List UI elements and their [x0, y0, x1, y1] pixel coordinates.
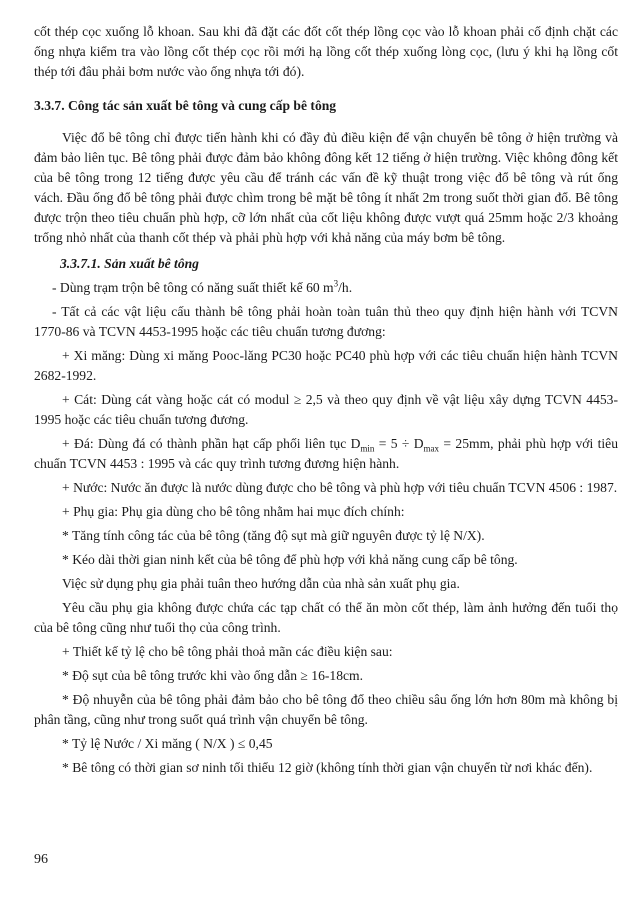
cement-item: + Xi măng: Dùng xi măng Pooc-lăng PC30 hoặc PC40 phù hợp với các tiêu chuẩn hiện hành TCVN 2682-1992. [34, 348, 618, 383]
water-cement-ratio-item: * Tỷ lệ Nước / Xi măng ( N/X ) ≤ 0,45 [62, 736, 273, 751]
workability-item: * Tăng tính công tác của bê tông (tăng độ sụt mà giữ nguyên được tỷ lệ N/X). [62, 528, 485, 543]
sand-item: + Cát: Dùng cát vàng hoặc cát có modul ≥ 2,5 và theo quy định về vật liệu xây dựng TCVN 4453-1995 hoặc các tiêu chuẩn tương đương. [34, 392, 618, 427]
stone-sub-min: min [360, 443, 375, 454]
page-number: 96 [34, 852, 48, 867]
stone-text-b: = 5 ÷ D [374, 436, 424, 451]
mix-design-item: + Thiết kế tỷ lệ cho bê tông phải thoả mãn các điều kiện sau: [62, 644, 393, 659]
subsection-heading: 3.3.7.1. Sản xuất bê tông [60, 256, 199, 271]
intro-paragraph: cốt thép cọc xuống lỗ khoan. Sau khi đã đặt các đốt cốt thép lồng cọc vào lỗ khoan phải cố định chặt các ống nhựa kiểm tra vào lồng cốt thép cọc rồi mới hạ lồng cốt thép xuống lòng cọc, (lưu ý khi hạ lồng cốt thép tới đâu phải bơm nước vào ống nhựa tới đó). [34, 24, 618, 79]
slump-item: * Độ sụt của bê tông trước khi vào ống dẫn ≥ 16-18cm. [62, 668, 364, 683]
water-item: + Nước: Nước ăn được là nước dùng được cho bê tông và phù hợp với tiêu chuẩn TCVN 4506 : 1987. [62, 480, 618, 495]
setting-time-item: * Kéo dài thời gian ninh kết của bê tông để phù hợp với khả năng cung cấp bê tông. [62, 552, 518, 567]
mixing-station-text: - Dùng trạm trộn bê tông có năng suất thiết kế 60 m [52, 280, 334, 295]
mixing-station-unit-sup: 3 [333, 278, 339, 289]
plasticity-item: * Độ nhuyễn của bê tông phải đảm bảo cho bê tông đổ theo chiều sâu ống lớn hơn 80m mà không bị phân tầng, cũng như trong suốt quá trình vận chuyển bê tông. [34, 692, 618, 727]
stone-text-a: + Đá: Dùng đá có thành phần hạt cấp phối liên tục D [62, 436, 361, 451]
additive-item: + Phụ gia: Phụ gia dùng cho bê tông nhằm hai mục đích chính: [62, 504, 405, 519]
additive-usage-paragraph: Việc sử dụng phụ gia phải tuân theo hướng dẫn của nhà sản xuất phụ gia. [62, 576, 460, 591]
stone-sub-max: max [423, 443, 440, 454]
initial-set-item: * Bê tông có thời gian sơ ninh tối thiểu 12 giờ (không tính thời gian vận chuyển từ nơi khác đến). [62, 760, 593, 775]
section-heading: 3.3.7. Công tác sản xuất bê tông và cung cấp bê tông [34, 98, 337, 113]
section-paragraph: Việc đổ bê tông chỉ được tiến hành khi có đầy đủ điều kiện để vận chuyển bê tông ở hiện trường và đảm bảo liên tục. Bê tông phải được đảm bảo không đông kết 12 tiếng ở hiện trường. Việc không đông kết của bê tông trong 12 tiếng được yêu cầu để tránh các vấn đề kỹ thuật trong việc đổ bê tông và rút ống vách. Đầu ống đổ bê tông phải được chìm trong bê mặt bê tông ít nhất 2m trong suốt thời gian đổ. Bê tông được trộn theo tiêu chuẩn phù hợp, cỡ lớn nhất của cốt liệu không được vượt quá 25mm hoặc 2/3 khoảng trống nhỏ nhất của thanh cốt thép và phải phù hợp với khả năng của máy bơm bê tông. [34, 130, 618, 245]
materials-item: - Tất cả các vật liệu cấu thành bê tông phải hoàn toàn tuân thủ theo quy định hiện hành với TCVN 1770-86 và TCVN 4453-1995 hoặc các tiêu chuẩn tương đương: [34, 304, 618, 339]
mixing-station-unit-tail: /h. [338, 280, 353, 295]
stone-item [34, 434, 618, 474]
mixing-station-item [34, 278, 618, 298]
stone-text-c: = 25mm, phải phù hợp với tiêu chuẩn TCVN 4453 : 1995 và các quy trình tương đương hiện hành. [34, 436, 618, 471]
additive-requirement-paragraph: Yêu cầu phụ gia không được chứa các tạp chất có thể ăn mòn cốt thép, làm ảnh hưởng đến tuổi thọ của bê tông cũng như tuổi thọ của công trình. [34, 600, 618, 635]
